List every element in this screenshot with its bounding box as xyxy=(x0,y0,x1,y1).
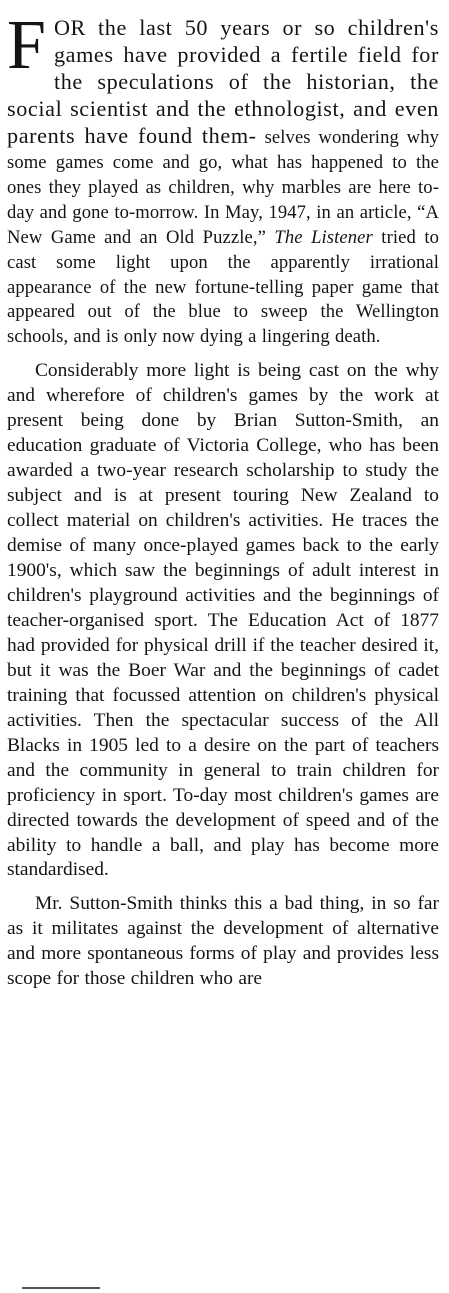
column-footer-rule xyxy=(22,1287,100,1289)
lead-large-text: the last 50 years or so children's games have provided a fertile field for the speculations of the historian, the social scientist and the ethnologist, and even parents have found them- xyxy=(7,15,439,148)
article-lead-paragraph xyxy=(7,7,440,350)
drop-cap: F xyxy=(7,7,46,84)
paragraph-1-text-a: selves wondering why some games come and go, what has happened to the ones they played as children, why marbles are here to-day and gone to-morrow. In May, 1947, in an article, “A New Game and an Old Puzzle,” xyxy=(7,126,439,248)
paragraph-1 xyxy=(7,7,440,350)
paragraph-2: Considerably more light is being cast on the why and wherefore of children's games by the work at present being done by Brian Sutton-Smith, an education graduate of Victoria College, who has been awarded a two-year research scholarship to study the subject and is at present touring New Zealand to collect material on children's activities. He traces the demise of many once-played games back to the early 1900's, which saw the beginnings of adult interest in children's playground activities and the beginnings of teacher-organised sport. The Education Act of 1877 had provided for physical drill if the teacher desired it, but it was the Boer War and the beginnings of cadet training that focussed attention on children's physical activities. Then the spectacular success of the All Blacks in 1905 led to a desire on the part of teachers and the community in general to train children for proficiency in sport. To-day most children's games are directed towards the development of speed and of the ability to handle a ball, and play has become more standardised. xyxy=(7,360,439,881)
paragraph-1-text-b: tried to cast some light upon the apparently irrational appearance of the new fortune-telling paper game that appeared out of the blue to sweep the Wellington schools, and is only now dying a lingering death. xyxy=(7,226,440,348)
paragraph-3: Mr. Sutton-Smith thinks this a bad thing, in so far as it militates against the development of alternative and more spontaneous forms of play and provides less scope for those children who are xyxy=(7,893,439,990)
publication-title: The Listener xyxy=(274,226,373,248)
drop-cap-continuation: OR xyxy=(53,15,86,40)
